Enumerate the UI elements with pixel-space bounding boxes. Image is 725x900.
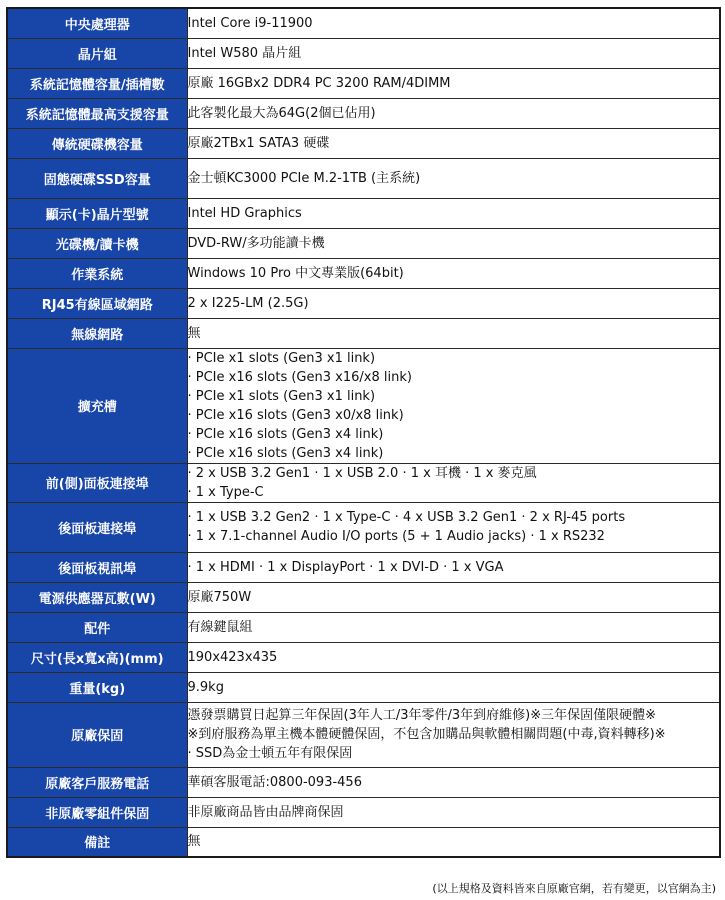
spec-value-line: · PCIe x16 slots (Gen3 x4 link) bbox=[187, 426, 384, 442]
spec-value-line: 190x423x435 bbox=[187, 649, 278, 665]
spec-label: 後面板連接埠 bbox=[7, 502, 187, 552]
spec-value bbox=[187, 702, 720, 767]
spec-row bbox=[7, 702, 720, 767]
spec-row bbox=[7, 642, 720, 672]
spec-value-line: 非原廠商品皆由品牌商保固 bbox=[187, 804, 344, 820]
spec-value bbox=[187, 98, 720, 128]
spec-value-line: 2 x I225-LM (2.5G) bbox=[187, 295, 309, 311]
spec-label: 系統記憶體最高支援容量 bbox=[7, 98, 187, 128]
spec-value-line: 華碩客服電話:0800-093-456 bbox=[187, 774, 362, 790]
spec-label: 固態硬碟SSD容量 bbox=[7, 158, 187, 198]
spec-value-line: · PCIe x1 slots (Gen3 x1 link) bbox=[187, 350, 376, 366]
spec-label: 作業系統 bbox=[7, 258, 187, 288]
spec-label: 備註 bbox=[7, 827, 187, 857]
spec-value-line: 有線鍵鼠組 bbox=[187, 619, 253, 635]
footnote: (以上規格及資料皆來自原廠官網，若有變更，以官網為主) bbox=[432, 882, 716, 895]
spec-row bbox=[7, 797, 720, 827]
spec-value-line: Intel Core i9-11900 bbox=[187, 15, 313, 31]
spec-value bbox=[187, 288, 720, 318]
spec-row bbox=[7, 128, 720, 158]
spec-value bbox=[187, 198, 720, 228]
spec-value bbox=[187, 68, 720, 98]
spec-label: 尺寸(長x寬x高)(mm) bbox=[7, 642, 187, 672]
spec-row bbox=[7, 612, 720, 642]
spec-value-line: · 2 x USB 3.2 Gen1 · 1 x USB 2.0 · 1 x 耳機 · 1 x 麥克風 bbox=[187, 465, 537, 481]
spec-value-line: 9.9kg bbox=[187, 679, 224, 695]
spec-row bbox=[7, 98, 720, 128]
spec-value bbox=[187, 8, 720, 38]
spec-value bbox=[187, 642, 720, 672]
spec-value-line: 原廠750W bbox=[187, 589, 252, 605]
spec-value-line: 無 bbox=[187, 834, 201, 850]
spec-value-line: 原廠 16GBx2 DDR4 PC 3200 RAM/4DIMM bbox=[187, 75, 451, 91]
spec-label: 配件 bbox=[7, 612, 187, 642]
spec-value-line: 憑發票購買日起算三年保固(3年人工/3年零件/3年到府維修)※三年保固僅限硬體※ bbox=[187, 708, 657, 723]
spec-value-line: · PCIe x16 slots (Gen3 x0/x8 link) bbox=[187, 407, 404, 423]
spec-value bbox=[187, 318, 720, 348]
spec-value-line: 原廠2TBx1 SATA3 硬碟 bbox=[187, 135, 330, 151]
spec-label: 擴充槽 bbox=[7, 348, 187, 463]
spec-value bbox=[187, 348, 720, 463]
spec-value-line: · PCIe x1 slots (Gen3 x1 link) bbox=[187, 388, 376, 404]
spec-value-line: DVD-RW/多功能讀卡機 bbox=[187, 235, 325, 251]
spec-row bbox=[7, 158, 720, 198]
spec-value-line: 金士頓KC3000 PCIe M.2-1TB (主系統) bbox=[187, 170, 421, 186]
spec-row bbox=[7, 198, 720, 228]
spec-value bbox=[187, 797, 720, 827]
spec-row bbox=[7, 502, 720, 552]
spec-row bbox=[7, 672, 720, 702]
spec-value-line: Windows 10 Pro 中文專業版(64bit) bbox=[187, 265, 404, 281]
spec-value bbox=[187, 228, 720, 258]
spec-value-line: ※到府服務為單主機本體硬體保固，不包含加購品與軟體相關問題(中毒,資料轉移)※ bbox=[187, 727, 666, 742]
spec-row bbox=[7, 552, 720, 582]
spec-row bbox=[7, 258, 720, 288]
spec-table-body bbox=[7, 8, 720, 857]
spec-row bbox=[7, 68, 720, 98]
spec-value bbox=[187, 38, 720, 68]
spec-label: RJ45有線區域網路 bbox=[7, 288, 187, 318]
spec-row bbox=[7, 463, 720, 502]
spec-value bbox=[187, 463, 720, 502]
spec-value bbox=[187, 158, 720, 198]
spec-row bbox=[7, 348, 720, 463]
spec-value bbox=[187, 827, 720, 857]
spec-value-line: · 1 x 7.1-channel Audio I/O ports (5 + 1 Audio jacks) · 1 x RS232 bbox=[187, 529, 605, 544]
spec-value bbox=[187, 552, 720, 582]
spec-label: 重量(kg) bbox=[7, 672, 187, 702]
spec-label: 傳統硬碟機容量 bbox=[7, 128, 187, 158]
spec-label: 光碟機/讀卡機 bbox=[7, 228, 187, 258]
spec-value bbox=[187, 258, 720, 288]
spec-table bbox=[6, 7, 721, 858]
spec-row bbox=[7, 38, 720, 68]
spec-value bbox=[187, 672, 720, 702]
spec-row bbox=[7, 228, 720, 258]
spec-value-line: · PCIe x16 slots (Gen3 x16/x8 link) bbox=[187, 369, 412, 385]
spec-row bbox=[7, 288, 720, 318]
spec-label: 系統記憶體容量/插槽數 bbox=[7, 68, 187, 98]
spec-row bbox=[7, 318, 720, 348]
spec-value-line: · SSD為金士頓五年有限保固 bbox=[187, 746, 353, 761]
spec-value-line: Intel W580 晶片組 bbox=[187, 45, 302, 61]
spec-value bbox=[187, 767, 720, 797]
spec-label: 後面板視訊埠 bbox=[7, 552, 187, 582]
spec-value bbox=[187, 612, 720, 642]
spec-label: 無線網路 bbox=[7, 318, 187, 348]
spec-value-line: · 1 x Type-C bbox=[187, 484, 264, 500]
spec-row bbox=[7, 827, 720, 857]
spec-value bbox=[187, 128, 720, 158]
spec-label: 顯示(卡)晶片型號 bbox=[7, 198, 187, 228]
spec-value-line: · 1 x HDMI · 1 x DisplayPort · 1 x DVI-D · 1 x VGA bbox=[187, 559, 504, 575]
spec-value bbox=[187, 502, 720, 552]
spec-label: 前(側)面板連接埠 bbox=[7, 463, 187, 502]
spec-row bbox=[7, 8, 720, 38]
spec-value-line: 無 bbox=[187, 325, 201, 341]
spec-label: 電源供應器瓦數(W) bbox=[7, 582, 187, 612]
spec-value-line: · 1 x USB 3.2 Gen2 · 1 x Type-C · 4 x USB 3.2 Gen1 · 2 x RJ-45 ports bbox=[187, 510, 626, 525]
spec-label: 晶片組 bbox=[7, 38, 187, 68]
spec-value-line: 此客製化最大為64G(2個已佔用) bbox=[187, 105, 376, 121]
spec-value bbox=[187, 582, 720, 612]
spec-row bbox=[7, 767, 720, 797]
spec-label: 原廠保固 bbox=[7, 702, 187, 767]
spec-value-line: · PCIe x16 slots (Gen3 x4 link) bbox=[187, 445, 384, 461]
spec-value-line: Intel HD Graphics bbox=[187, 205, 302, 221]
spec-label: 非原廠零組件保固 bbox=[7, 797, 187, 827]
spec-row bbox=[7, 582, 720, 612]
spec-label: 中央處理器 bbox=[7, 8, 187, 38]
spec-label: 原廠客戶服務電話 bbox=[7, 767, 187, 797]
